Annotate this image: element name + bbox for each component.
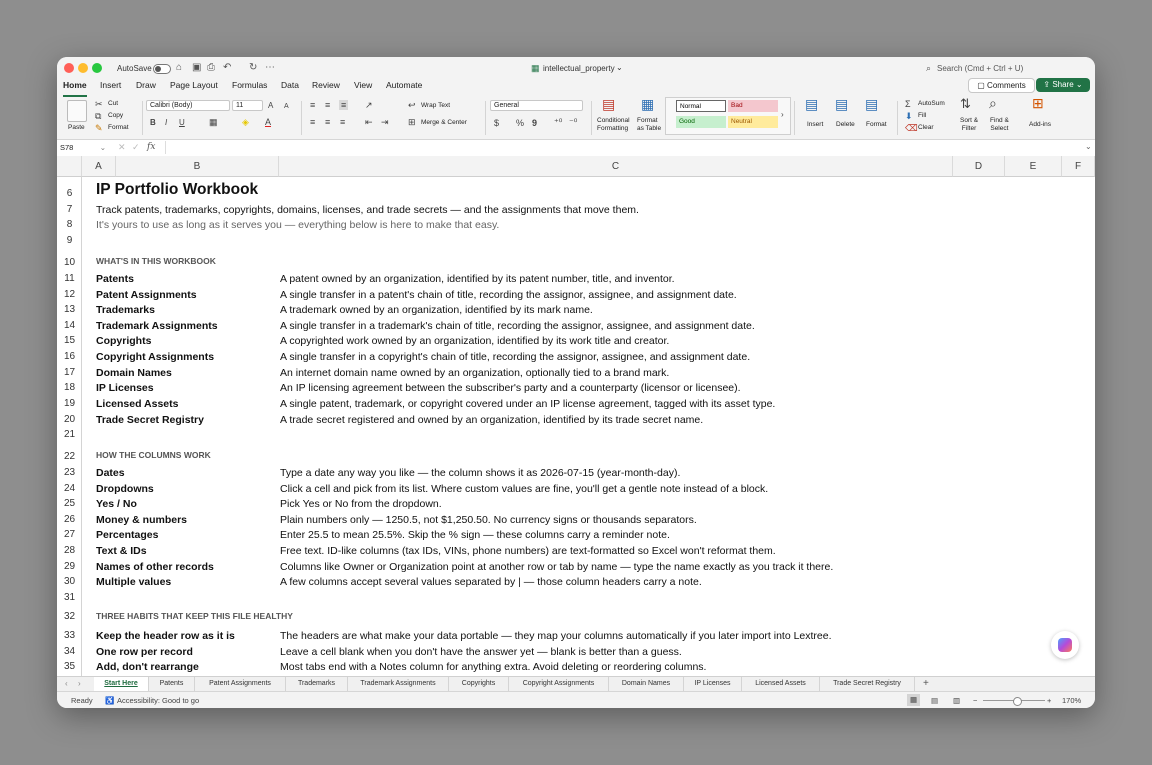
item-key[interactable]: Dates (96, 467, 125, 479)
item-value[interactable]: A single patent, trademark, or copyright covered under an IP license agreement, tagged with its asset type. (280, 398, 776, 410)
ribbon-toolbar (57, 97, 1095, 139)
row-number[interactable]: 22 (63, 451, 76, 462)
row-number[interactable]: 18 (63, 382, 76, 393)
name-box[interactable] (60, 142, 106, 153)
insert-cells-button[interactable]: Insert (807, 121, 824, 128)
page-break-view-icon[interactable]: ▥ (953, 696, 961, 705)
item-value[interactable]: Columns like Owner or Organization point at another row or tab by name — type the name exactly as you track it there. (280, 561, 834, 573)
item-value[interactable]: An IP licensing agreement between the subscriber's party and a counterparty (licensor or licensee). (280, 382, 741, 394)
sheet-tab-patents[interactable]: Patents (149, 677, 195, 691)
format-as-table-icon[interactable]: ▦ (641, 96, 655, 112)
separator (485, 101, 486, 135)
style-neutral[interactable]: Neutral (728, 116, 778, 128)
item-key[interactable]: Text & IDs (96, 545, 147, 557)
sheet-tab-licensed-assets[interactable]: Licensed Assets (742, 677, 820, 691)
item-value[interactable]: Most tabs end with a Notes column for anything extra. Avoid deleting or reordering columns. (280, 661, 707, 673)
sheet-tab-ip-licenses[interactable]: IP Licenses (684, 677, 742, 691)
item-value[interactable]: A single transfer in a copyright's chain of title, recording the assignor, assignee, and assignment date. (280, 351, 751, 363)
wrap-text-button[interactable]: Wrap Text (421, 102, 451, 109)
row-number[interactable]: 19 (63, 398, 76, 409)
column-header-e[interactable]: E (1005, 156, 1062, 177)
align-right-icon[interactable]: ≡ (340, 117, 346, 127)
clear-icon[interactable]: ⌫ (905, 123, 918, 133)
select-all-corner[interactable] (57, 156, 82, 177)
more-icon[interactable]: ⋯ (265, 62, 275, 73)
excel-window (57, 57, 1095, 708)
row-number[interactable]: 10 (63, 257, 76, 268)
decrease-indent-icon[interactable]: ⇤ (365, 117, 373, 127)
copilot-icon (1058, 638, 1072, 652)
subintro-text[interactable]: It's yours to use as long as it serves you — everything below is here to make that easy. (96, 219, 500, 231)
tab-data[interactable]: Data (281, 80, 299, 90)
tab-automate[interactable]: Automate (386, 80, 423, 90)
sort-filter-button[interactable]: Sort & Filter (960, 117, 979, 132)
zoom-in-icon[interactable]: + (1047, 696, 1052, 705)
formula-input[interactable] (165, 141, 1086, 154)
intro-text[interactable]: Track patents, trademarks, copyrights, domains, licenses, and trade secrets — and the assignments that move them. (96, 204, 639, 216)
function-icon[interactable]: fx (147, 142, 156, 152)
item-key[interactable]: Patents (96, 273, 134, 285)
style-normal[interactable]: Normal (676, 100, 726, 112)
item-key[interactable]: Copyrights (96, 335, 152, 347)
column-header-f[interactable]: F (1062, 156, 1095, 177)
copy-icon[interactable]: ⧉ (95, 111, 102, 121)
item-key[interactable]: Patent Assignments (96, 289, 197, 301)
item-value[interactable]: A copyrighted work owned by an organization, identified by its work title and creator. (280, 335, 670, 347)
print-icon[interactable]: ⎙ (207, 62, 215, 73)
row-number[interactable]: 11 (64, 273, 75, 284)
autosave-toggle[interactable] (153, 64, 171, 74)
tab-page-layout[interactable]: Page Layout (170, 80, 218, 90)
row-number[interactable]: 35 (63, 661, 76, 672)
font-size-select[interactable] (232, 100, 263, 111)
window-title[interactable]: intellectual_property (543, 64, 615, 73)
row-number[interactable]: 23 (63, 467, 76, 478)
sheet-tab-domain-names[interactable]: Domain Names (609, 677, 684, 691)
comments-button[interactable] (968, 78, 1035, 93)
autosum-button[interactable]: AutoSum (918, 100, 945, 107)
align-middle-icon[interactable]: ≡ (325, 100, 331, 110)
cancel-icon[interactable]: ✕ (118, 142, 126, 152)
item-key[interactable]: Dropdowns (96, 483, 154, 495)
row-number[interactable]: 31 (63, 592, 76, 603)
section-heading[interactable]: WHAT'S IN THIS WORKBOOK (96, 256, 216, 266)
underline-button[interactable]: U (179, 118, 185, 127)
font-color-icon[interactable]: A (265, 117, 272, 127)
item-value[interactable]: A trademark owned by an organization, identified by its mark name. (280, 304, 593, 316)
tab-home[interactable]: Home (63, 80, 87, 90)
sheet-tab-copyrights[interactable]: Copyrights (449, 677, 509, 691)
autosum-icon[interactable]: Σ (905, 99, 911, 109)
formula-bar (57, 139, 1095, 157)
row-number[interactable]: 32 (63, 611, 76, 622)
worksheet-grid[interactable] (57, 156, 1095, 676)
share-label: Share (1052, 80, 1074, 89)
add-ins-button[interactable]: Add-ins (1029, 121, 1052, 128)
section-heading[interactable]: HOW THE COLUMNS WORK (96, 450, 211, 460)
zoom-level[interactable]: 170% (1062, 696, 1082, 705)
comment-icon: ▢ (977, 81, 988, 90)
item-value[interactable]: Click a cell and pick from its list. Where custom values are fine, you'll get a gentle note instead of a block. (280, 483, 769, 495)
conditional-formatting-button[interactable]: Conditional Formatting (597, 117, 630, 132)
separator (142, 101, 143, 135)
align-left-icon[interactable]: ≡ (310, 117, 316, 127)
normal-view-icon[interactable]: ▦ (907, 694, 920, 706)
zoom-slider[interactable] (983, 700, 1045, 701)
cell-reference: S78 (60, 143, 74, 152)
merge-center-button[interactable]: Merge & Center (421, 119, 467, 126)
save-icon[interactable]: ▣ (192, 62, 202, 73)
item-value[interactable]: Type a date any way you like — the column shows it as 2026-07-15 (year-month-day). (280, 467, 681, 479)
separator (897, 101, 898, 135)
minimize-window-button[interactable] (78, 63, 88, 73)
autosave-label: AutoSave (117, 64, 152, 73)
paste-button[interactable]: Paste (68, 124, 85, 131)
item-key[interactable]: Names of other records (96, 561, 214, 573)
sheet-tab-copyright-assignments[interactable]: Copyright Assignments (509, 677, 609, 691)
fill-button[interactable]: Fill (918, 112, 927, 119)
item-value[interactable]: A trade secret registered and owned by an organization, identified by its trade secret name. (280, 414, 704, 426)
home-icon[interactable]: ⌂ (176, 62, 183, 73)
separator (301, 101, 302, 135)
redo-icon[interactable]: ↻ (249, 62, 258, 73)
zoom-out-icon[interactable]: − (973, 696, 978, 705)
status-bar (57, 691, 1095, 708)
zoom-window-button[interactable] (92, 63, 102, 73)
style-good[interactable]: Good (676, 116, 726, 128)
sheet-tab-patent-assignments[interactable]: Patent Assignments (195, 677, 286, 691)
row-number[interactable]: 28 (63, 545, 76, 556)
status-ready: Ready (71, 696, 93, 705)
insert-cells-icon[interactable]: ▤ (805, 96, 819, 112)
sheet-title[interactable]: IP Portfolio Workbook (96, 181, 259, 198)
row-number[interactable]: 26 (63, 514, 76, 525)
next-sheet-icon[interactable]: › (78, 679, 81, 688)
row-number[interactable]: 14 (63, 320, 76, 331)
find-select-icon[interactable]: ⌕ (989, 95, 997, 111)
find-select-button[interactable]: Find & Select (990, 117, 1009, 132)
copy-button[interactable]: Copy (108, 112, 124, 119)
search-icon[interactable]: ⌕ (926, 63, 932, 73)
tab-draw[interactable]: Draw (136, 80, 156, 90)
row-number[interactable]: 21 (63, 429, 76, 440)
share-icon: ⇪ (1043, 80, 1053, 89)
row-number[interactable]: 30 (63, 576, 76, 587)
column-header-d[interactable]: D (953, 156, 1005, 177)
undo-icon[interactable]: ↶ (223, 62, 232, 73)
row-number[interactable]: 8 (66, 219, 73, 230)
row-number[interactable]: 9 (66, 235, 73, 246)
item-value[interactable]: A single transfer in a patent's chain of title, recording the assignor, assignee, and assignment date. (280, 289, 737, 301)
row-number[interactable]: 34 (63, 646, 76, 657)
column-header-c[interactable]: C (279, 156, 953, 177)
row-number[interactable]: 25 (63, 498, 76, 509)
font-name-select[interactable] (146, 100, 230, 111)
cut-button[interactable]: Cut (108, 100, 119, 107)
sheet-tab-trademarks[interactable]: Trademarks (286, 677, 348, 691)
borders-icon[interactable]: ▦ (209, 117, 218, 127)
tab-insert[interactable]: Insert (100, 80, 122, 90)
item-key[interactable]: Licensed Assets (96, 398, 179, 410)
align-top-icon[interactable]: ≡ (310, 100, 316, 110)
item-key[interactable]: Trademark Assignments (96, 320, 218, 332)
accessibility-status[interactable]: Accessibility: Good to go (117, 696, 200, 705)
decrease-decimal-icon[interactable]: ⁻⁰ (569, 117, 578, 127)
align-center-icon[interactable]: ≡ (325, 117, 331, 127)
item-value[interactable]: A single transfer in a trademark's chain of title, recording the assignor, assignee, and assignment date. (280, 320, 755, 332)
row-number[interactable]: 29 (63, 561, 76, 572)
item-value[interactable]: An internet domain name owned by an organization, optionally tied to a brand mark. (280, 367, 670, 379)
sheet-tab-trade-secret-registry[interactable]: Trade Secret Registry (820, 677, 915, 691)
section-heading[interactable]: THREE HABITS THAT KEEP THIS FILE HEALTHY (96, 611, 293, 621)
separator (794, 101, 795, 135)
item-key[interactable]: Trade Secret Registry (96, 414, 204, 426)
fill-icon[interactable]: ⬇ (905, 111, 913, 121)
page-layout-view-icon[interactable]: ▤ (931, 696, 939, 705)
row-number[interactable]: 7 (66, 204, 73, 215)
row-number[interactable]: 12 (63, 289, 76, 300)
item-key[interactable]: Multiple values (96, 576, 172, 588)
item-key[interactable]: Percentages (96, 529, 159, 541)
font-size-value: 11 (236, 102, 244, 109)
search-input[interactable]: Search (Cmd + Ctrl + U) (937, 64, 1024, 73)
accessibility-icon[interactable]: ♿ (105, 696, 115, 705)
row-number[interactable]: 20 (63, 414, 76, 425)
fill-color-icon[interactable]: ◈ (242, 117, 249, 127)
add-ins-icon[interactable]: ⊞ (1032, 95, 1044, 111)
delete-cells-button[interactable]: Delete (836, 121, 855, 128)
item-key[interactable]: IP Licenses (96, 382, 154, 394)
zoom-slider-handle[interactable] (1013, 697, 1022, 706)
sheet-tab-trademark-assignments[interactable]: Trademark Assignments (348, 677, 449, 691)
sort-filter-icon[interactable]: ⇅ (960, 96, 971, 111)
increase-font-icon[interactable]: A (268, 101, 274, 110)
tab-review[interactable]: Review (312, 80, 340, 90)
style-bad[interactable]: Bad (728, 100, 778, 112)
share-button[interactable] (1036, 78, 1090, 92)
clear-button[interactable]: Clear (918, 124, 934, 131)
font-name-value: Calibri (Body) (150, 102, 193, 109)
item-key[interactable]: One row per record (96, 646, 193, 658)
merge-center-icon[interactable]: ⊞ (408, 117, 416, 127)
chevron-right-icon[interactable]: › (781, 110, 784, 119)
tab-formulas[interactable]: Formulas (232, 80, 268, 90)
format-cells-button[interactable]: Format (866, 121, 887, 128)
item-value[interactable]: A few columns accept several values separated by | — those column headers carry a note. (280, 576, 702, 588)
close-window-button[interactable] (64, 63, 74, 73)
item-key[interactable]: Trademarks (96, 304, 155, 316)
align-bottom-icon[interactable]: ≡ (341, 100, 347, 110)
chevron-down-icon: ⌄ (1075, 80, 1083, 89)
row-number[interactable]: 16 (63, 351, 76, 362)
delete-cells-icon[interactable]: ▤ (835, 96, 849, 112)
comma-style-button[interactable]: 9 (532, 118, 538, 128)
item-value[interactable]: Free text. ID-like columns (tax IDs, VINs, phone numbers) are text-formatted so Excel won't reformat them. (280, 545, 776, 557)
item-value[interactable]: A patent owned by an organization, identified by its patent number, title, and inventor. (280, 273, 675, 285)
column-header-b[interactable]: B (116, 156, 279, 177)
row-number[interactable]: 17 (63, 367, 76, 378)
item-value[interactable]: The headers are what make your data portable — they map your columns automatically if you later import into Lextree. (280, 630, 832, 642)
number-format-select[interactable] (490, 100, 583, 111)
percent-button[interactable]: % (516, 118, 525, 128)
item-key[interactable]: Copyright Assignments (96, 351, 215, 363)
increase-decimal-icon[interactable]: ⁺⁰ (554, 117, 563, 127)
format-painter-icon[interactable]: ✎ (95, 123, 103, 133)
previous-sheet-icon[interactable]: ‹ (65, 679, 68, 688)
bold-button[interactable]: B (150, 118, 156, 127)
item-key[interactable]: Money & numbers (96, 514, 188, 526)
column-header-a[interactable]: A (82, 156, 116, 177)
cut-icon[interactable]: ✂ (95, 99, 103, 109)
excel-file-icon: ▦ (531, 63, 540, 73)
paste-icon[interactable] (67, 100, 87, 122)
number-format-value: General (494, 102, 519, 109)
currency-button[interactable]: $ (494, 118, 500, 128)
format-cells-icon[interactable]: ▤ (865, 96, 879, 112)
confirm-icon[interactable]: ✓ (132, 142, 140, 152)
increase-indent-icon[interactable]: ⇥ (381, 117, 389, 127)
wrap-text-icon[interactable]: ↩ (408, 100, 416, 110)
sheet-tabs-bar (57, 676, 1095, 691)
expand-formula-icon[interactable]: ⌄ (1085, 142, 1092, 151)
chevron-down-icon: ⌄ (99, 143, 106, 152)
item-value[interactable]: Enter 25.5 to mean 25.5%. Skip the % sign — these columns carry a reminder note. (280, 529, 670, 541)
conditional-formatting-icon[interactable]: ▤ (602, 96, 616, 112)
item-key[interactable]: Add, don't rearrange (96, 661, 199, 673)
item-key[interactable]: Keep the header row as it is (96, 630, 235, 642)
item-value[interactable]: Plain numbers only — 1250.5, not $1,250.50. No currency signs or thousands separators. (280, 514, 697, 526)
row-number[interactable]: 6 (66, 188, 73, 199)
chevron-down-icon[interactable]: ⌄ (616, 63, 623, 72)
sheet-tab-start-here[interactable]: Start Here (94, 677, 149, 691)
row-number[interactable]: 27 (63, 529, 76, 540)
title-bar (57, 57, 1095, 79)
row-number[interactable]: 13 (63, 304, 76, 315)
orientation-icon[interactable]: ↗ (365, 100, 373, 110)
add-sheet-icon[interactable]: + (923, 678, 929, 689)
row-number[interactable]: 33 (63, 630, 76, 641)
separator (591, 101, 592, 135)
tab-view[interactable]: View (354, 80, 373, 90)
italic-button[interactable]: I (165, 118, 168, 127)
format-painter-button[interactable]: Format (108, 124, 129, 131)
format-as-table-button[interactable]: Format as Table (637, 117, 662, 132)
ribbon-tabs (57, 79, 1095, 96)
item-key[interactable]: Domain Names (96, 367, 172, 379)
row-number[interactable]: 15 (63, 335, 76, 346)
row-number[interactable]: 24 (63, 483, 76, 494)
item-key[interactable]: Yes / No (96, 498, 137, 510)
comments-label: Comments (987, 81, 1026, 90)
item-value[interactable]: Pick Yes or No from the dropdown. (280, 498, 442, 510)
item-value[interactable]: Leave a cell blank when you don't have the answer yet — blank is better than a guess. (280, 646, 682, 658)
copilot-button[interactable] (1051, 631, 1079, 659)
decrease-font-icon[interactable]: A (284, 103, 289, 110)
